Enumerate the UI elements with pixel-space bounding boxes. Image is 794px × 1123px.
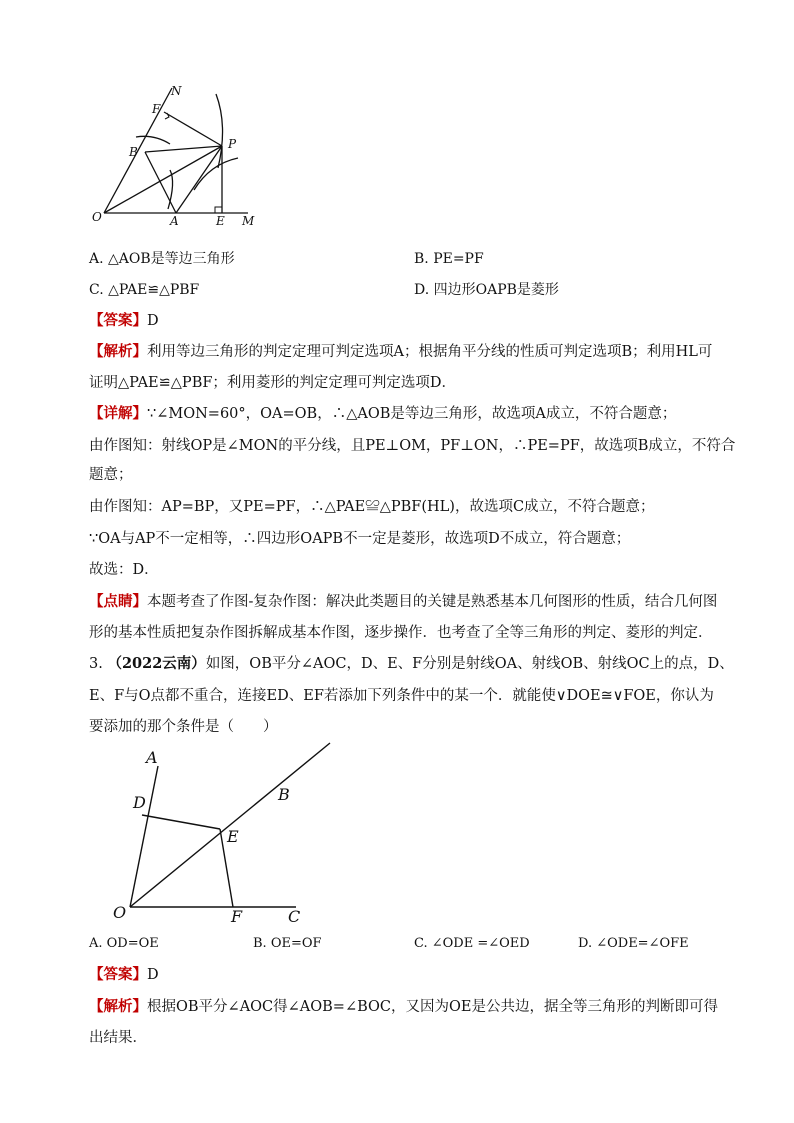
q3-stem-line2: E、F与O点都不重合，连接ED、EF若添加下列条件中的某一个．就能使∨DOE≅∨FOE，你认为 [89,688,714,704]
q3-answer [89,966,159,984]
q3-stem-line3: 要添加的那个条件是（ ） [89,719,278,735]
q2-answer [89,312,159,330]
label-C: C [288,907,301,925]
q3-option-c: C. ∠ODE =∠OED [414,936,530,951]
detail-label: 【详解】 [89,405,147,422]
label-E: E [216,214,225,228]
comment-label: 【点睛】 [89,593,147,610]
q2-analysis-line1 [89,343,712,361]
analysis-label: 【解析】 [89,343,147,360]
label-P: P [228,137,237,151]
label-B: B [278,785,290,804]
q3-answer-label: 【答案】 [89,966,147,983]
label-A: A [146,748,158,767]
q3-option-b: B. OE=OF [253,936,322,951]
q2-detail-line4: 由作图知：AP=BP，又PE=PF，∴△PAE≌△PBF(HL)，故选项C成立，不符合题意； [89,499,655,515]
q2-option-a: A. △AOB是等边三角形 [89,251,235,267]
q3-option-d: D. ∠ODE=∠OFE [578,936,689,951]
q2-option-b: B. PE=PF [414,251,484,267]
q2-detail-line2: 由作图知：射线OP是∠MON的平分线，且PE⊥OM，PF⊥ON，∴PE=PF，故选项B成立，不符合 [89,438,736,454]
q3-stem-line1 [89,655,734,673]
label-D: D [133,793,146,812]
analysis-text: 利用等边三角形的判定定理可判定选项A；根据角平分线的性质可判定选项B；利用HL可 [147,344,713,360]
answer-label: 【答案】 [89,312,147,329]
q2-option-c: C. △PAE≌△PBF [89,282,200,298]
answer-value: D [147,313,159,329]
q2-detail-line6: 故选：D． [89,562,159,578]
label-O: O [92,210,102,224]
q2-detail-line5: ∵OA与AP不一定相等，∴四边形OAPB不一定是菱形，故选项D不成立，符合题意； [89,531,631,547]
q2-comment-line1 [89,593,717,611]
label-N: N [171,84,182,98]
q3-answer-value: D [147,967,159,983]
q3-source: （2022云南） [107,655,206,672]
label-A: A [170,214,179,228]
q3-text: 如图，OB平分∠AOC，D、E、F分别是射线OA、射线OB、射线OC上的点，D、 [205,656,734,672]
q3-number: 3. [89,656,103,672]
figure-1-construction [88,82,288,232]
label-F: F [231,907,243,925]
q3-analysis-line1 [89,998,718,1016]
detail-text: ∵∠MON=60°，OA=OB，∴△AOB是等边三角形，故选项A成立，不符合题意； [147,406,677,422]
q3-analysis-text: 根据OB平分∠AOC得∠AOB=∠BOC，又因为OE是公共边，据全等三角形的判断即可得 [147,999,718,1015]
label-M: M [242,214,255,228]
q3-option-a: A. OD=OE [89,936,159,951]
q2-detail-line3: 题意； [89,467,133,483]
q3-analysis-line2: 出结果． [89,1030,147,1046]
label-F: F [152,102,161,116]
q3-analysis-label: 【解析】 [89,998,147,1015]
label-O: O [113,903,127,922]
q2-comment-line2: 形的基本性质把复杂作图拆解成基本作图，逐步操作．也考查了全等三角形的判定、菱形的判定． [89,625,713,641]
q2-option-d: D. 四边形OAPB是菱形 [414,282,559,298]
label-B: B [129,145,138,159]
label-E: E [227,827,239,846]
q2-analysis-line2: 证明△PAE≌△PBF；利用菱形的判定定理可判定选项D． [89,375,457,391]
comment-text: 本题考查了作图-复杂作图：解决此类题目的关键是熟悉基本几何图形的性质，结合几何图 [147,594,718,610]
q2-detail-line1 [89,405,676,423]
figure-2-bisector [108,740,368,925]
